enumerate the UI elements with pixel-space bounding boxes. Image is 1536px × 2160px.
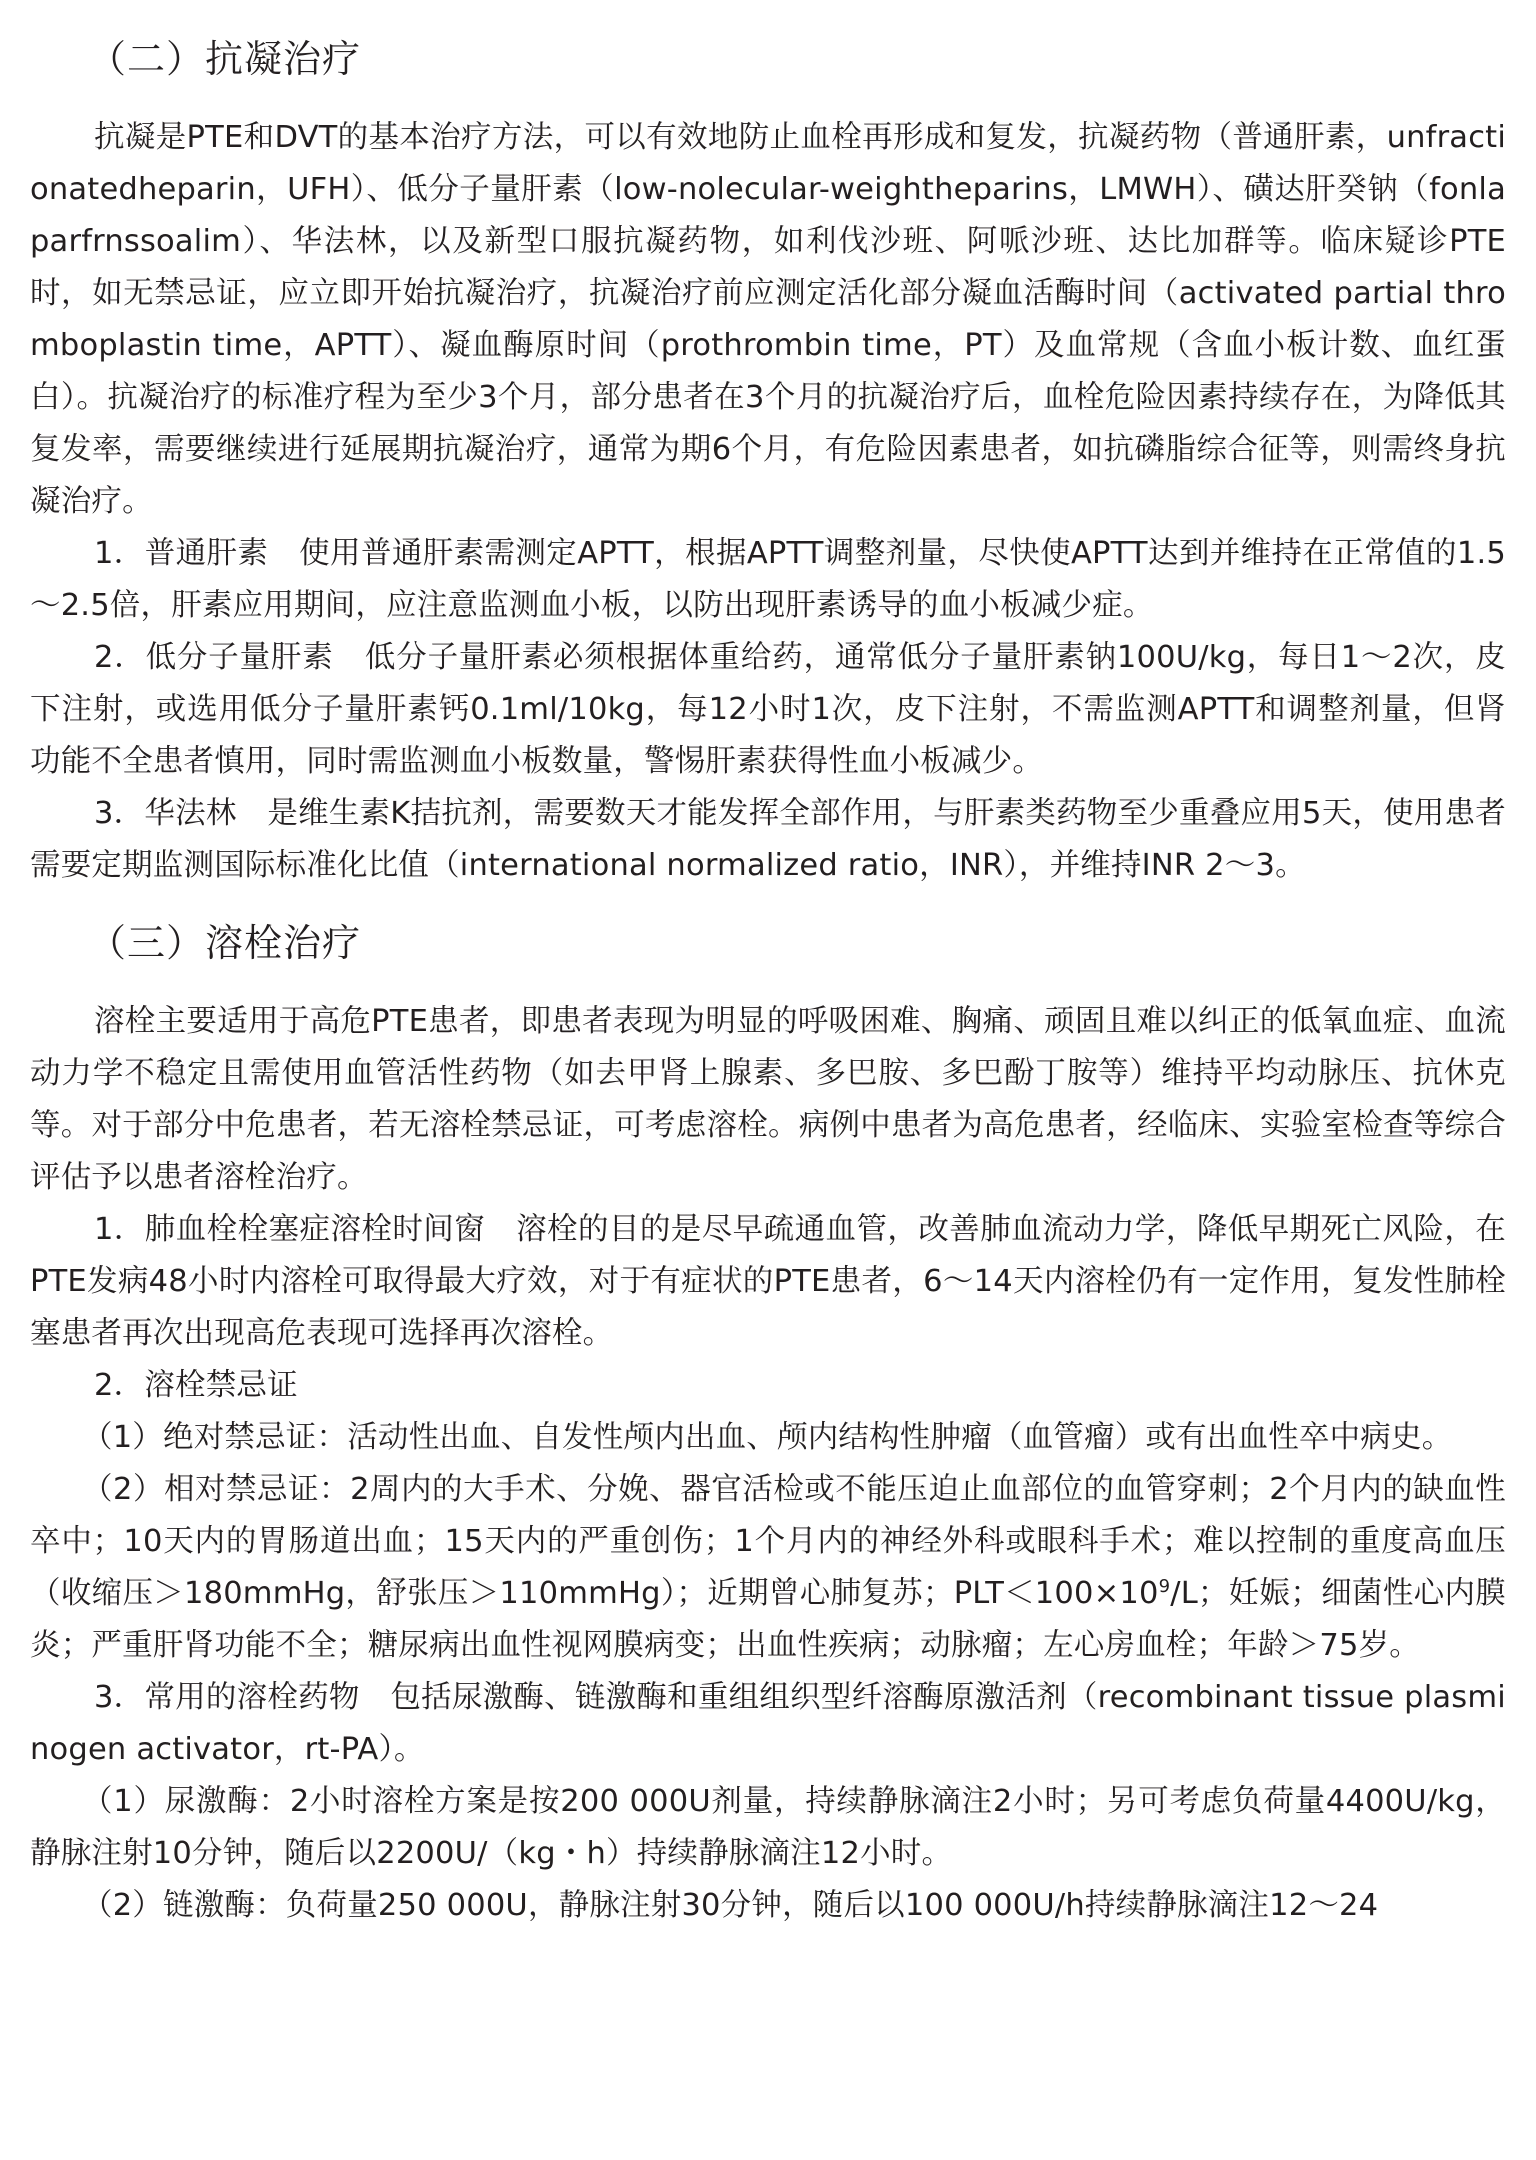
exponent-superscript: 9: [1158, 1575, 1171, 1597]
relative-contraindications-text-a: （2）相对禁忌证：2周内的大手术、分娩、器官活检或不能压迫止血部位的血管穿刺；2个月内的缺血性卒中；10天内的胃肠道出血；15天内的严重创伤；1个月内的神经外科或眼科手术；难以控制的重度高血压（收缩压＞180mmHg，舒张压＞110mmHg）；近期曾心肺复苏；PLT＜100×10: [30, 1472, 1506, 1611]
paragraph-anticoagulation-intro: 抗凝是PTE和DVT的基本治疗方法，可以有效地防止血栓再形成和复发，抗凝药物（普通肝素，unfractionatedheparin，UFH）、低分子量肝素（low-nolecular-weightheparins，LMWH）、磺达肝癸钠（fonlaparfrnssoalim）、华法林，以及新型口服抗凝药物，如利伐沙班、阿哌沙班、达比加群等。临床疑诊PTE时，如无禁忌证，应立即开始抗凝治疗，抗凝治疗前应测定活化部分凝血活酶时间（activated partial thromboplastin time，APTT）、凝血酶原时间（prothrombin time，PT）及血常规（含血小板计数、血红蛋白）。抗凝治疗的标准疗程为至少3个月，部分患者在3个月的抗凝治疗后，血栓危险因素持续存在，为降低其复发率，需要继续进行延展期抗凝治疗，通常为期6个月，有危险因素患者，如抗磷脂综合征等，则需终身抗凝治疗。: [30, 120, 1506, 519]
paragraph-heparin: 1．普通肝素 使用普通肝素需测定APTT，根据APTT调整剂量，尽快使APTT达到并维持在正常值的1.5～2.5倍，肝素应用期间，应注意监测血小板，以防出现肝素诱导的血小板减少症。: [30, 536, 1506, 623]
relative-contraindications-text-b: /L；妊娠；细菌性心内膜炎；严重肝肾功能不全；糖尿病出血性视网膜病变；出血性疾病；动脉瘤；左心房血栓；年龄＞75岁。: [30, 1576, 1506, 1663]
paragraph-contraindications-title: 2．溶栓禁忌证: [94, 1368, 298, 1403]
paragraph-absolute-contraindications: （1）绝对禁忌证：活动性出血、自发性颅内出血、颅内结构性肿瘤（血管瘤）或有出血性卒中病史。: [82, 1420, 1453, 1455]
paragraph-urokinase: （1）尿激酶：2小时溶栓方案是按200 000U剂量，持续静脉滴注2小时；另可考虑负荷量4400U/kg，静脉注射10分钟，随后以2200U/（kg・h）持续静脉滴注12小时。: [30, 1784, 1506, 1871]
paragraph-relative-contraindications: [30, 1464, 1506, 1672]
section-heading-thrombolysis: （三）溶栓治疗: [88, 921, 362, 965]
paragraph-thrombolysis-intro: 溶栓主要适用于高危PTE患者，即患者表现为明显的呼吸困难、胸痛、顽固且难以纠正的低氧血症、血流动力学不稳定且需使用血管活性药物（如去甲肾上腺素、多巴胺、多巴酚丁胺等）维持平均动脉压、抗休克等。对于部分中危患者，若无溶栓禁忌证，可考虑溶栓。病例中患者为高危患者，经临床、实验室检查等综合评估予以患者溶栓治疗。: [30, 1004, 1506, 1195]
paragraph-time-window: 1．肺血栓栓塞症溶栓时间窗 溶栓的目的是尽早疏通血管，改善肺血流动力学，降低早期死亡风险，在PTE发病48小时内溶栓可取得最大疗效，对于有症状的PTE患者，6～14天内溶栓仍有一定作用，复发性肺栓塞患者再次出现高危表现可选择再次溶栓。: [30, 1212, 1506, 1351]
paragraph-warfarin: 3．华法林 是维生素K拮抗剂，需要数天才能发挥全部作用，与肝素类药物至少重叠应用5天，使用患者需要定期监测国际标准化比值（international normalized ratio，INR），并维持INR 2～3。: [30, 796, 1506, 883]
document-page: [30, 28, 1506, 1932]
paragraph-thrombolytic-drugs: 3．常用的溶栓药物 包括尿激酶、链激酶和重组组织型纤溶酶原激活剂（recombinant tissue plasminogen activator，rt-PA）。: [30, 1680, 1506, 1767]
paragraph-streptokinase: （2）链激酶：负荷量250 000U，静脉注射30分钟，随后以100 000U/h持续静脉滴注12～24: [82, 1888, 1379, 1923]
section-heading-anticoagulation: （二）抗凝治疗: [88, 37, 362, 81]
paragraph-lmwh: 2．低分子量肝素 低分子量肝素必须根据体重给药，通常低分子量肝素钠100U/kg，每日1～2次，皮下注射，或选用低分子量肝素钙0.1ml/10kg，每12小时1次，皮下注射，不需监测APTT和调整剂量，但肾功能不全患者慎用，同时需监测血小板数量，警惕肝素获得性血小板减少。: [30, 640, 1506, 779]
